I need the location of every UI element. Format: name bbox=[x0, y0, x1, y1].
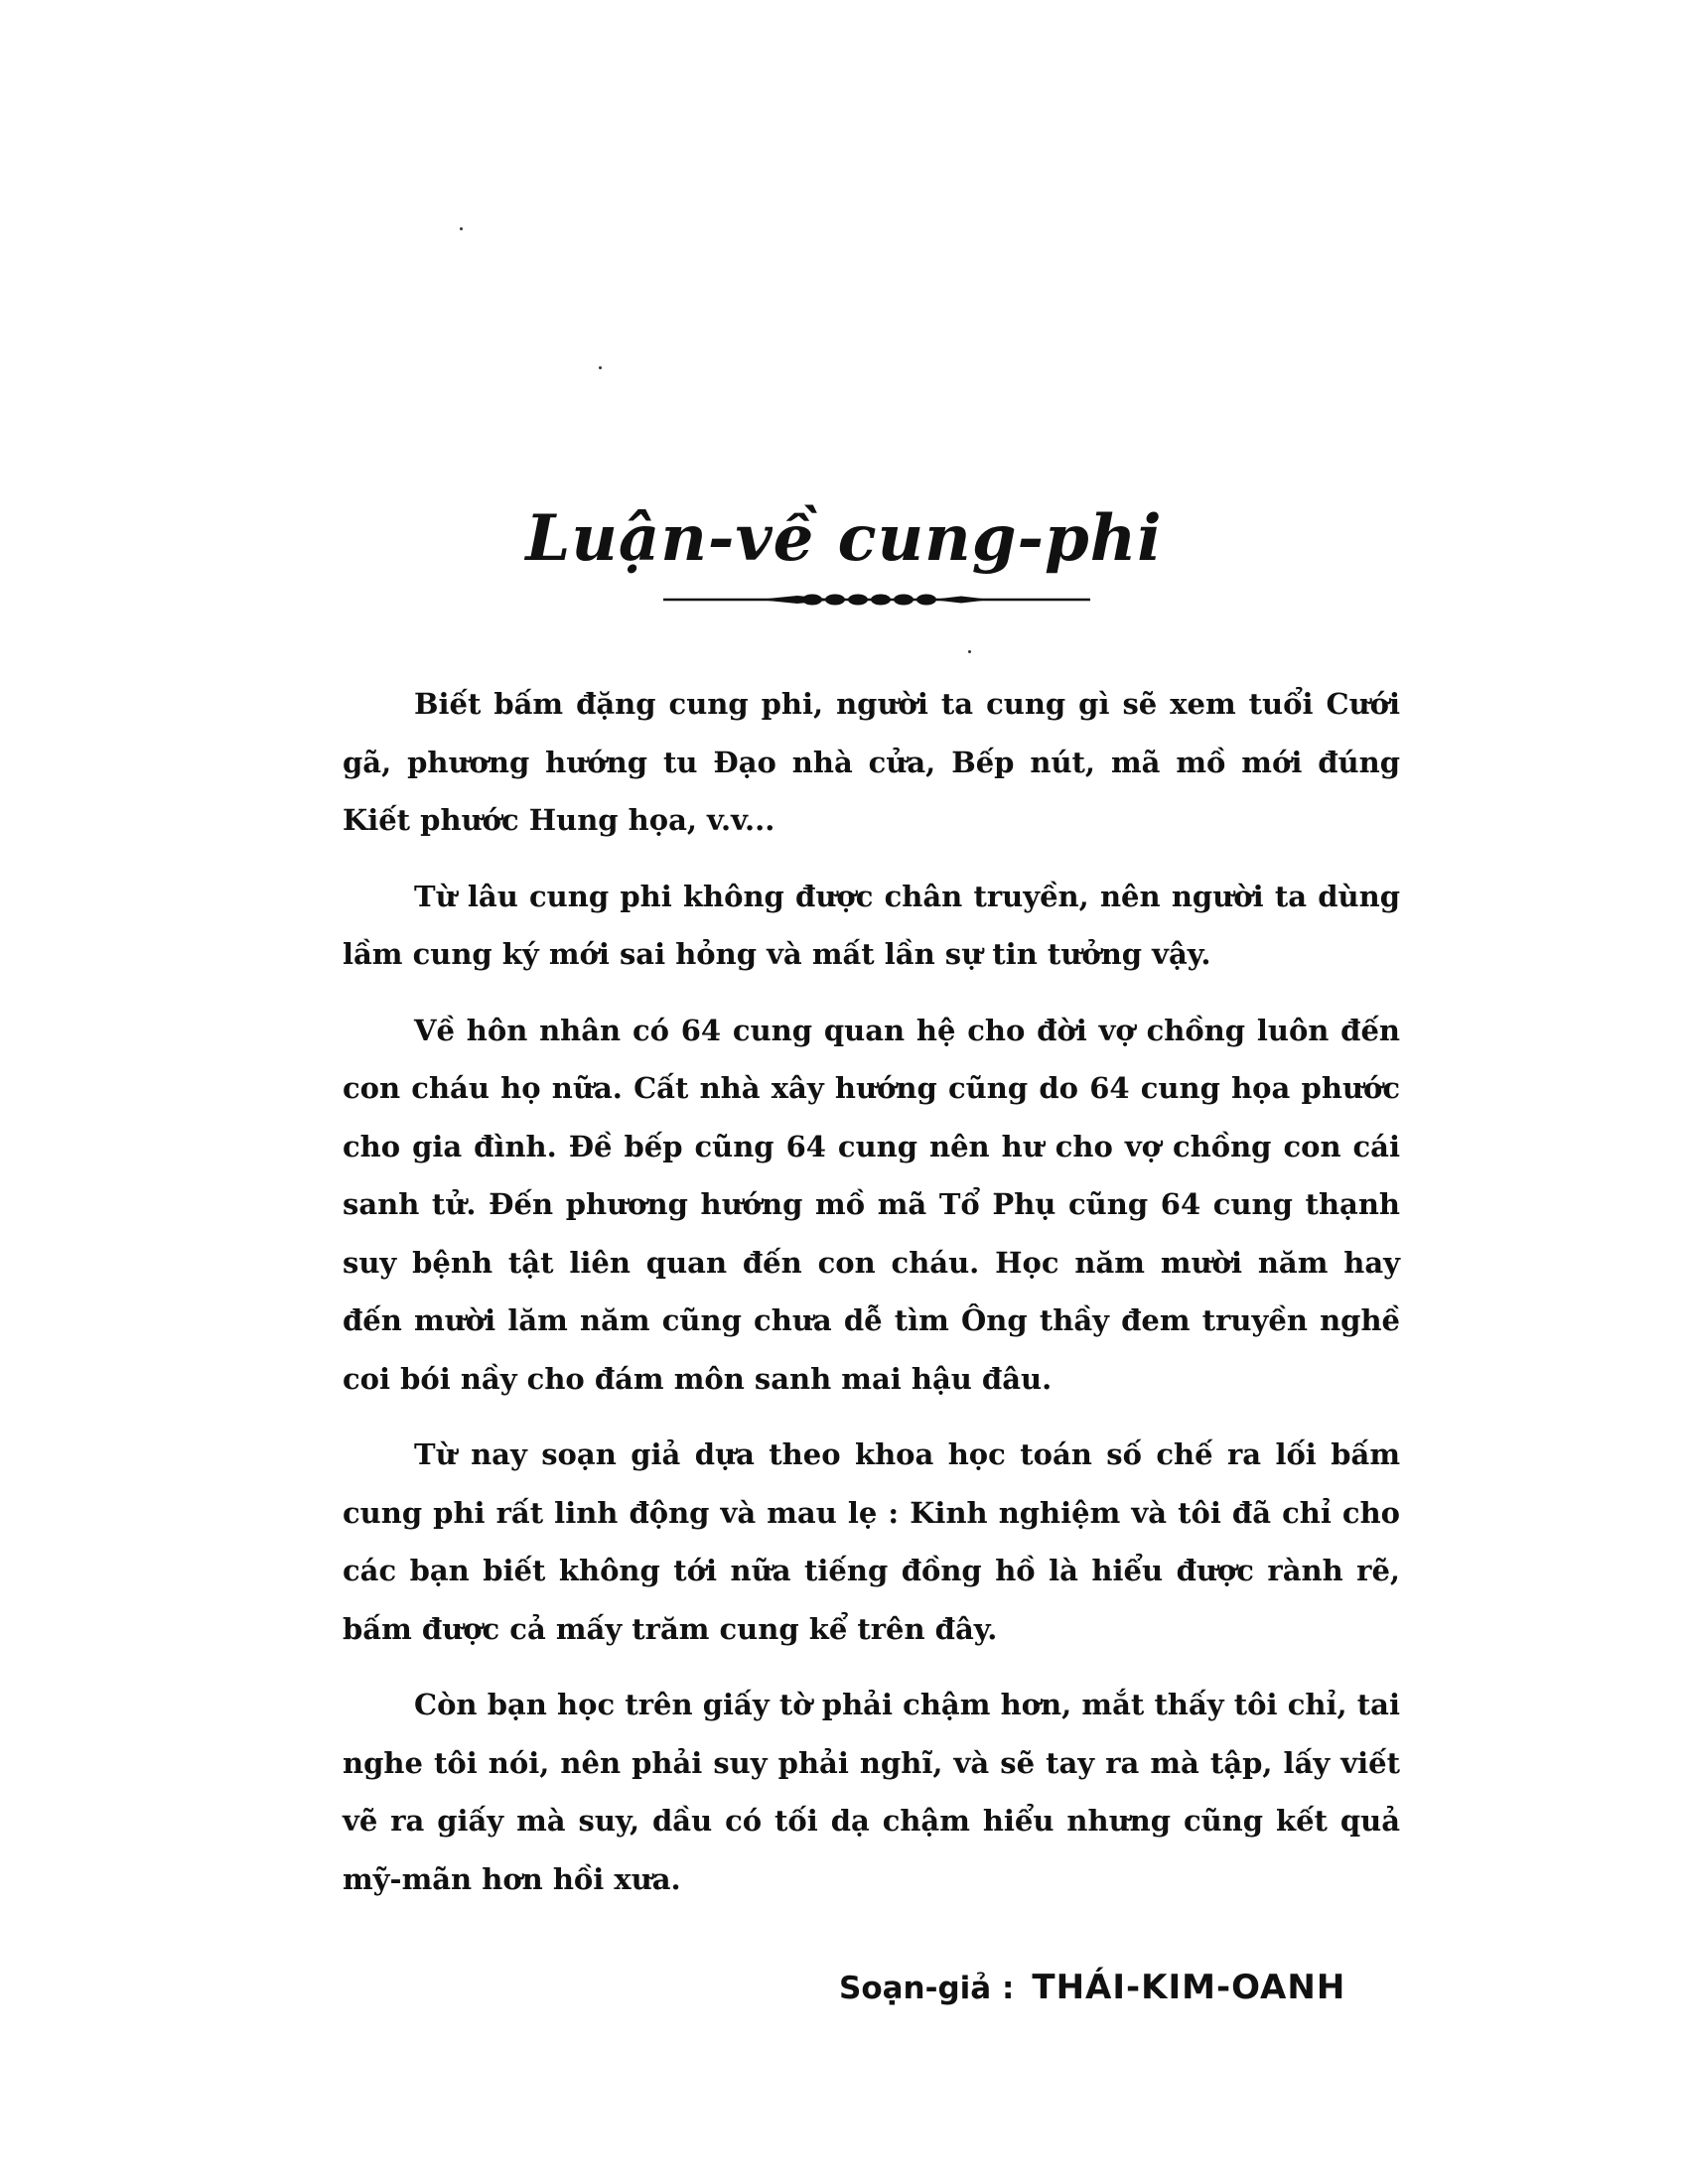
author-name: THÁI-KIM-OANH bbox=[1032, 1968, 1346, 2007]
print-speck bbox=[968, 650, 971, 653]
paragraph: Biết bấm đặng cung phi, người ta cung gì sẽ xem tuổi Cưới gã, phương hướng tu Đạo nhà cửa, Bếp nút, mã mồ mới đúng Kiết phước Hung họa, v.v... bbox=[343, 687, 1400, 837]
title-ornament-divider bbox=[663, 592, 1090, 608]
body-text bbox=[343, 675, 1400, 1908]
page-title: Luận-về cung-phi bbox=[525, 501, 1163, 576]
paragraph: Về hôn nhân có 64 cung quan hệ cho đời vợ chồng luôn đến con cháu họ nữa. Cất nhà xây hướng cũng do 64 cung họa phước cho gia đình. Đề bếp cũng 64 cung nên hư cho vợ chồng con cái sanh tử. Đến phương hướng mồ mã Tổ Phụ cũng 64 cung thạnh suy bệnh tật liên quan đến con cháu. Học năm mười năm hay đến mười lăm năm cũng chưa dễ tìm Ông thầy đem truyền nghề coi bói nầy cho đám môn sanh mai hậu đâu. bbox=[343, 1013, 1400, 1396]
author-label: Soạn-giả : bbox=[839, 1971, 1015, 2006]
paragraph: Từ lâu cung phi không được chân truyền, nên người ta dùng lầm cung ký mới sai hỏng và mất lần sự tin tưởng vậy. bbox=[343, 879, 1400, 971]
print-speck bbox=[460, 227, 463, 230]
print-speck bbox=[599, 366, 602, 369]
paragraph: Còn bạn học trên giấy tờ phải chậm hơn, mắt thấy tôi chỉ, tai nghe tôi nói, nên phải suy phải nghĩ, và sẽ tay ra mà tập, lấy viết vẽ ra giấy mà suy, dầu có tối dạ chậm hiểu nhưng cũng kết quả mỹ-mãn hơn hồi xưa. bbox=[343, 1688, 1400, 1896]
paragraph: Từ nay soạn giả dựa theo khoa học toán số chế ra lối bấm cung phi rất linh động và mau lẹ : Kinh nghiệm và tôi đã chỉ cho các bạn biết không tới nữa tiếng đồng hồ là hiểu được rành rẽ, bấm được cả mấy trăm cung kể trên đây. bbox=[343, 1437, 1400, 1646]
author-signature bbox=[839, 1968, 1345, 2007]
